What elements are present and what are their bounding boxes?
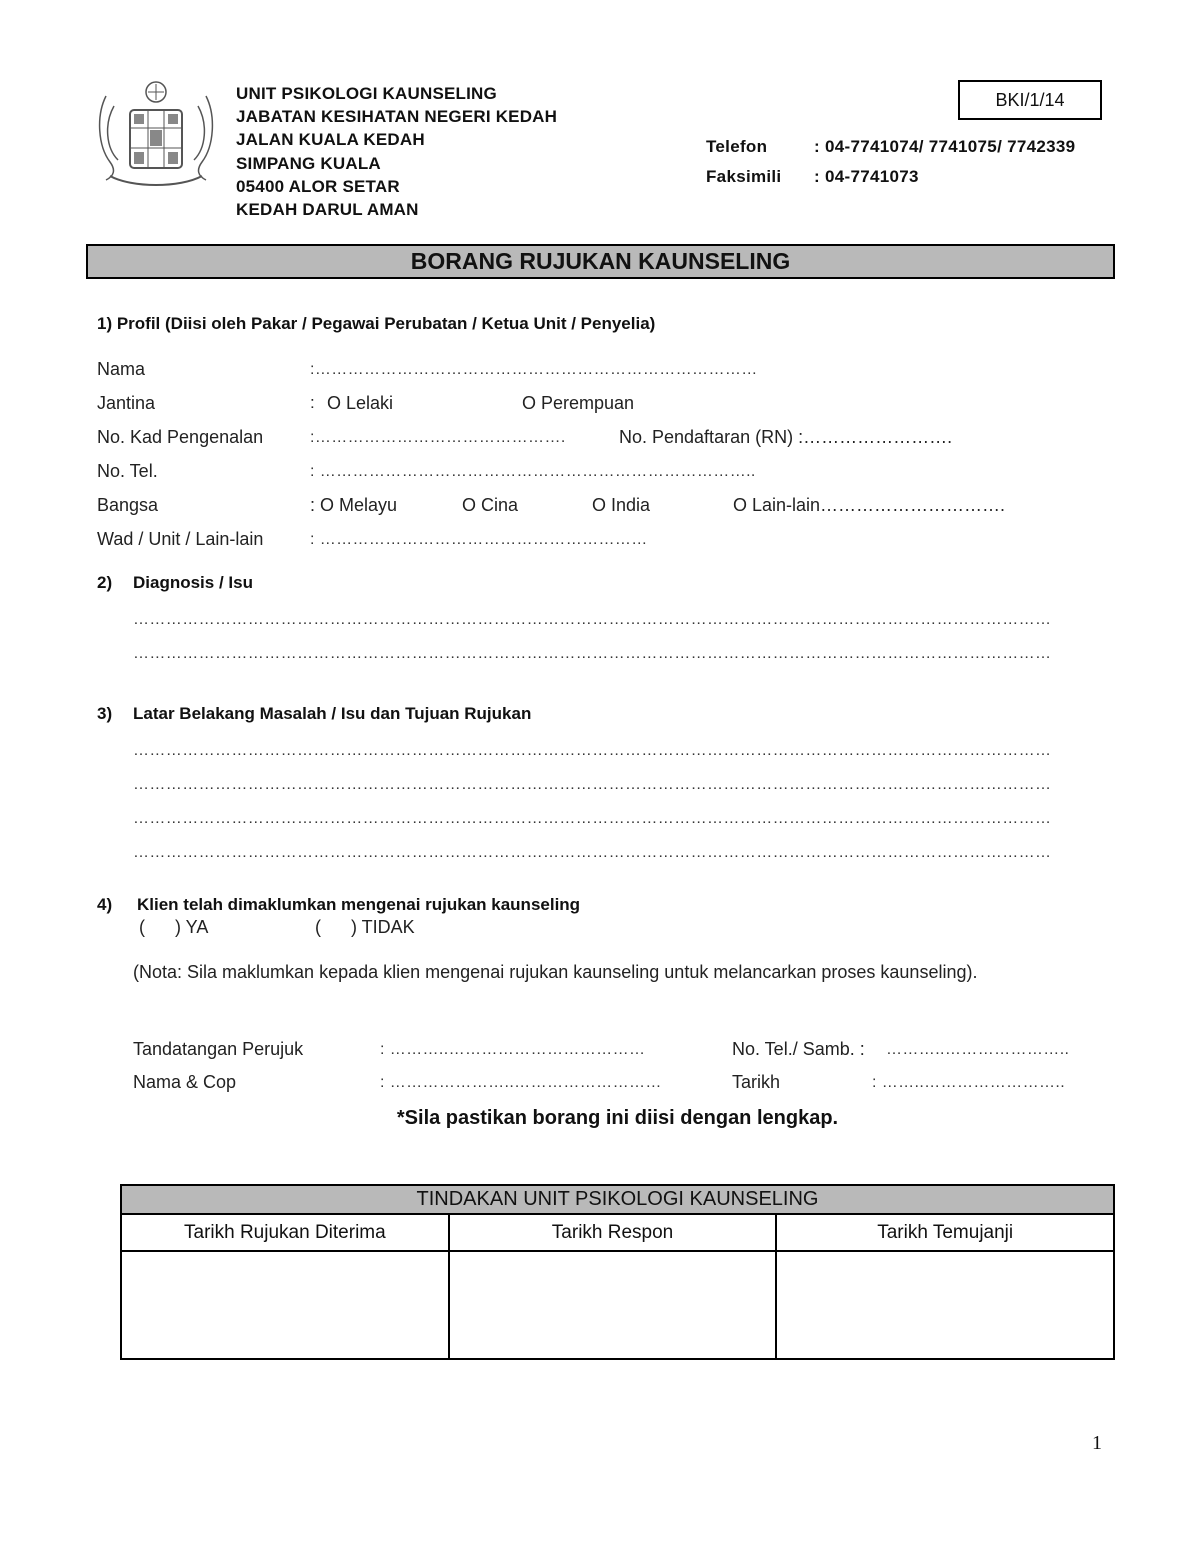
section1-heading: 1) Profil (Diisi oleh Pakar / Pegawai Perubatan / Ketua Unit / Penyelia)	[97, 314, 656, 333]
option-ya[interactable]: ( ) YA	[139, 917, 209, 937]
nama-label: Nama	[97, 359, 146, 379]
column-header-appointment: Tarikh Temujanji	[776, 1214, 1114, 1251]
address-line: SIMPANG KUALA	[236, 153, 381, 173]
address-block	[236, 82, 557, 221]
jantina-option-lelaki[interactable]: O Lelaki	[327, 393, 394, 413]
date-label: Tarikh	[732, 1072, 781, 1092]
ic-label: No. Kad Pengenalan	[97, 427, 264, 447]
response-date-cell[interactable]	[449, 1251, 777, 1359]
background-line[interactable]: ……………………………………………………………………………………………………………………………………………………	[133, 776, 1052, 793]
phone-label: Telefon	[706, 137, 768, 156]
address-line: JABATAN KESIHATAN NEGERI KEDAH	[236, 107, 558, 127]
nama-field[interactable]: :………………………………………………………………………	[310, 361, 758, 378]
wad-field[interactable]: : ……………………………………………………	[310, 531, 648, 548]
appointment-date-cell[interactable]	[776, 1251, 1114, 1359]
section3-heading: Latar Belakang Masalah / Isu dan Tujuan Rujukan	[133, 704, 532, 723]
action-table-title: TINDAKAN UNIT PSIKOLOGI KAUNSELING	[121, 1185, 1114, 1214]
jantina-label: Jantina	[97, 393, 156, 413]
diagnosis-line[interactable]: ……………………………………………………………………………………………………………………………………………………	[133, 645, 1052, 662]
background-line[interactable]: ……………………………………………………………………………………………………………………………………………………	[133, 810, 1052, 827]
bangsa-option-cina[interactable]: O Cina	[462, 495, 519, 515]
address-line: 05400 ALOR SETAR	[236, 176, 400, 196]
option-tidak[interactable]: ( ) TIDAK	[315, 917, 415, 937]
bangsa-label: Bangsa	[97, 495, 159, 515]
date-field[interactable]: : ……..……………………..	[872, 1074, 1066, 1091]
received-date-cell[interactable]	[121, 1251, 449, 1359]
background-line[interactable]: ……………………………………………………………………………………………………………………………………………………	[133, 844, 1052, 861]
address-line: UNIT PSIKOLOGI KAUNSELING	[236, 84, 497, 103]
bangsa-option-india[interactable]: O India	[592, 495, 651, 515]
referrer-phone-field[interactable]: ………..…………………..	[886, 1041, 1070, 1058]
action-table	[120, 1184, 1115, 1360]
section4-note: (Nota: Sila maklumkan kepada klien mengenai rujukan kaunseling untuk melancarkan proses kaunseling).	[133, 962, 978, 982]
wad-label: Wad / Unit / Lain-lain	[97, 529, 264, 549]
jantina-separator: :	[310, 393, 315, 412]
signature-field[interactable]: : ………..………………………………	[380, 1041, 646, 1058]
section2-heading: Diagnosis / Isu	[133, 573, 253, 592]
address-line: KEDAH DARUL AMAN	[236, 200, 419, 220]
column-header-response: Tarikh Respon	[449, 1214, 777, 1251]
background-line[interactable]: ……………………………………………………………………………………………………………………………………………………	[133, 742, 1052, 759]
jantina-option-perempuan[interactable]: O Perempuan	[522, 393, 635, 413]
fax-value: : 04-7741073	[814, 167, 919, 186]
coat-of-arms-icon	[92, 76, 220, 192]
name-stamp-field[interactable]: : …………………..………………………	[380, 1074, 662, 1091]
form-code-box: BKI/1/14	[958, 80, 1102, 120]
name-stamp-label: Nama & Cop	[133, 1072, 237, 1092]
tel-field[interactable]: : ……………………………………………………………………..	[310, 463, 756, 480]
tel-label: No. Tel.	[97, 461, 158, 481]
section4-number: 4)	[97, 895, 113, 914]
completion-notice: *Sila pastikan borang ini diisi dengan lengkap.	[396, 1107, 839, 1129]
page-number: 1	[1092, 1432, 1102, 1454]
phone-value: : 04-7741074/ 7741075/ 7742339	[814, 137, 1076, 156]
signature-label: Tandatangan Perujuk	[133, 1039, 304, 1059]
diagnosis-line[interactable]: ……………………………………………………………………………………………………………………………………………………	[133, 611, 1052, 628]
ic-field[interactable]: :……………………………………….	[310, 429, 566, 446]
referrer-phone-label: No. Tel./ Samb. :	[732, 1039, 865, 1059]
section3-number: 3)	[97, 704, 113, 723]
section2-number: 2)	[97, 573, 113, 592]
form-title: BORANG RUJUKAN KAUNSELING	[86, 244, 1115, 279]
address-line: JALAN KUALA KEDAH	[236, 130, 425, 150]
bangsa-option-melayu[interactable]: : O Melayu	[310, 495, 398, 515]
column-header-received: Tarikh Rujukan Diterima	[121, 1214, 449, 1251]
section4-heading: Klien telah dimaklumkan mengenai rujukan kaunseling	[137, 895, 581, 914]
fax-label: Faksimili	[706, 167, 782, 186]
bangsa-option-lain-lain[interactable]: O Lain-lain………………………….	[733, 495, 1006, 515]
rn-field[interactable]: No. Pendaftaran (RN) :…………………….	[619, 427, 953, 447]
